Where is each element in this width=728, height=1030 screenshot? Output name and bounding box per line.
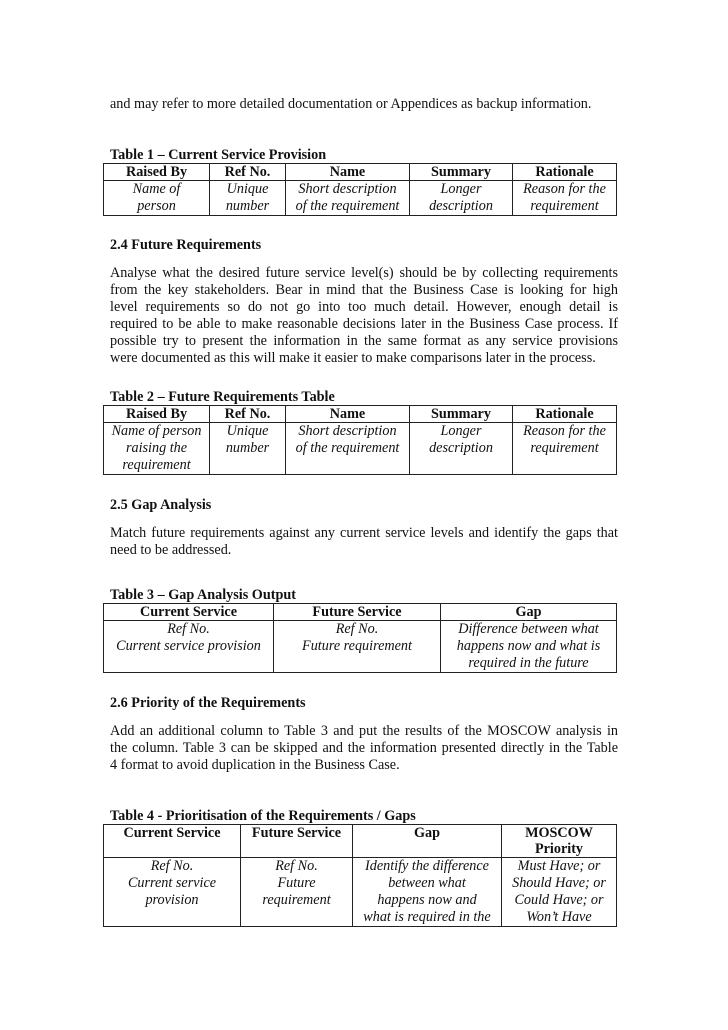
table3 xyxy=(103,603,617,673)
table4-header: Gap xyxy=(353,825,502,858)
table4-header: Current Service xyxy=(104,825,241,858)
table4 xyxy=(103,824,617,927)
table2-header: Rationale xyxy=(513,406,617,423)
table1-header: Name xyxy=(286,164,410,181)
section-2-4-paragraph: Analyse what the desired future service level(s) should be by collecting requirements from the key stakeholders. Bear in mind that the Business Case is looking for high level requirements so do not go into too much detail. However, enough detail is required to be able to make reasonable decisions later in the Business Case process. If possible try to present the information in the same format as any service provisions were documented as this will make it easier to make comparisons later in the process. xyxy=(110,265,618,366)
table2 xyxy=(103,405,617,475)
intro-line: and may refer to more detailed documentation or Appendices as backup information. xyxy=(110,96,592,112)
table3-row xyxy=(104,621,617,673)
table4-cell: Ref No. Future requirement xyxy=(241,858,353,927)
table2-cell: Short description of the requirement xyxy=(286,423,410,475)
table1-cell: Longer description xyxy=(410,181,513,216)
table2-header: Ref No. xyxy=(210,406,286,423)
table1-row xyxy=(104,181,617,216)
table1-header: Ref No. xyxy=(210,164,286,181)
table4-header: MOSCOW Priority xyxy=(502,825,617,858)
table2-caption: Table 2 – Future Requirements Table xyxy=(110,389,335,405)
table1-header: Raised By xyxy=(104,164,210,181)
table3-cell: Ref No. Future requirement xyxy=(274,621,441,673)
table2-header-row xyxy=(104,406,617,423)
table3-header: Gap xyxy=(441,604,617,621)
table2-cell: Reason for the requirement xyxy=(513,423,617,475)
table1-cell: Short description of the requirement xyxy=(286,181,410,216)
table3-header: Future Service xyxy=(274,604,441,621)
section-2-6-paragraph: Add an additional column to Table 3 and put the results of the MOSCOW analysis in the column. Table 3 can be skipped and the information presented directly in the Table 4 format to avoid duplication in the Business Case. xyxy=(110,723,618,773)
table3-caption: Table 3 – Gap Analysis Output xyxy=(110,587,296,603)
table2-cell: Name of person raising the requirement xyxy=(104,423,210,475)
table3-header-row xyxy=(104,604,617,621)
table2-header: Name xyxy=(286,406,410,423)
table1-caption: Table 1 – Current Service Provision xyxy=(110,147,327,163)
table2-header: Raised By xyxy=(104,406,210,423)
table4-cell: Must Have; or Should Have; or Could Have; or Won’t Have xyxy=(502,858,617,927)
table1-header-row xyxy=(104,164,617,181)
table1 xyxy=(103,163,617,216)
table4-header-row xyxy=(104,825,617,858)
section-2-5-paragraph: Match future requirements against any current service levels and identify the gaps that need to be addressed. xyxy=(110,525,618,558)
table4-row xyxy=(104,858,617,927)
table3-cell: Difference between what happens now and what is required in the future xyxy=(441,621,617,673)
section-heading-2-5: 2.5 Gap Analysis xyxy=(110,497,212,513)
table1-cell: Name of person xyxy=(104,181,210,216)
table4-caption: Table 4 - Prioritisation of the Requirements / Gaps xyxy=(110,808,416,824)
section-heading-2-4: 2.4 Future Requirements xyxy=(110,237,262,253)
table4-cell: Identify the difference between what happens now and what is required in the xyxy=(353,858,502,927)
table1-header: Rationale xyxy=(513,164,617,181)
table4-cell: Ref No. Current service provision xyxy=(104,858,241,927)
section-heading-2-6: 2.6 Priority of the Requirements xyxy=(110,695,306,711)
table2-header: Summary xyxy=(410,406,513,423)
table1-cell: Unique number xyxy=(210,181,286,216)
table1-header: Summary xyxy=(410,164,513,181)
table2-row xyxy=(104,423,617,475)
table4-header: Future Service xyxy=(241,825,353,858)
table3-header: Current Service xyxy=(104,604,274,621)
table1-cell: Reason for the requirement xyxy=(513,181,617,216)
table3-cell: Ref No. Current service provision xyxy=(104,621,274,673)
table2-cell: Longer description xyxy=(410,423,513,475)
table2-cell: Unique number xyxy=(210,423,286,475)
